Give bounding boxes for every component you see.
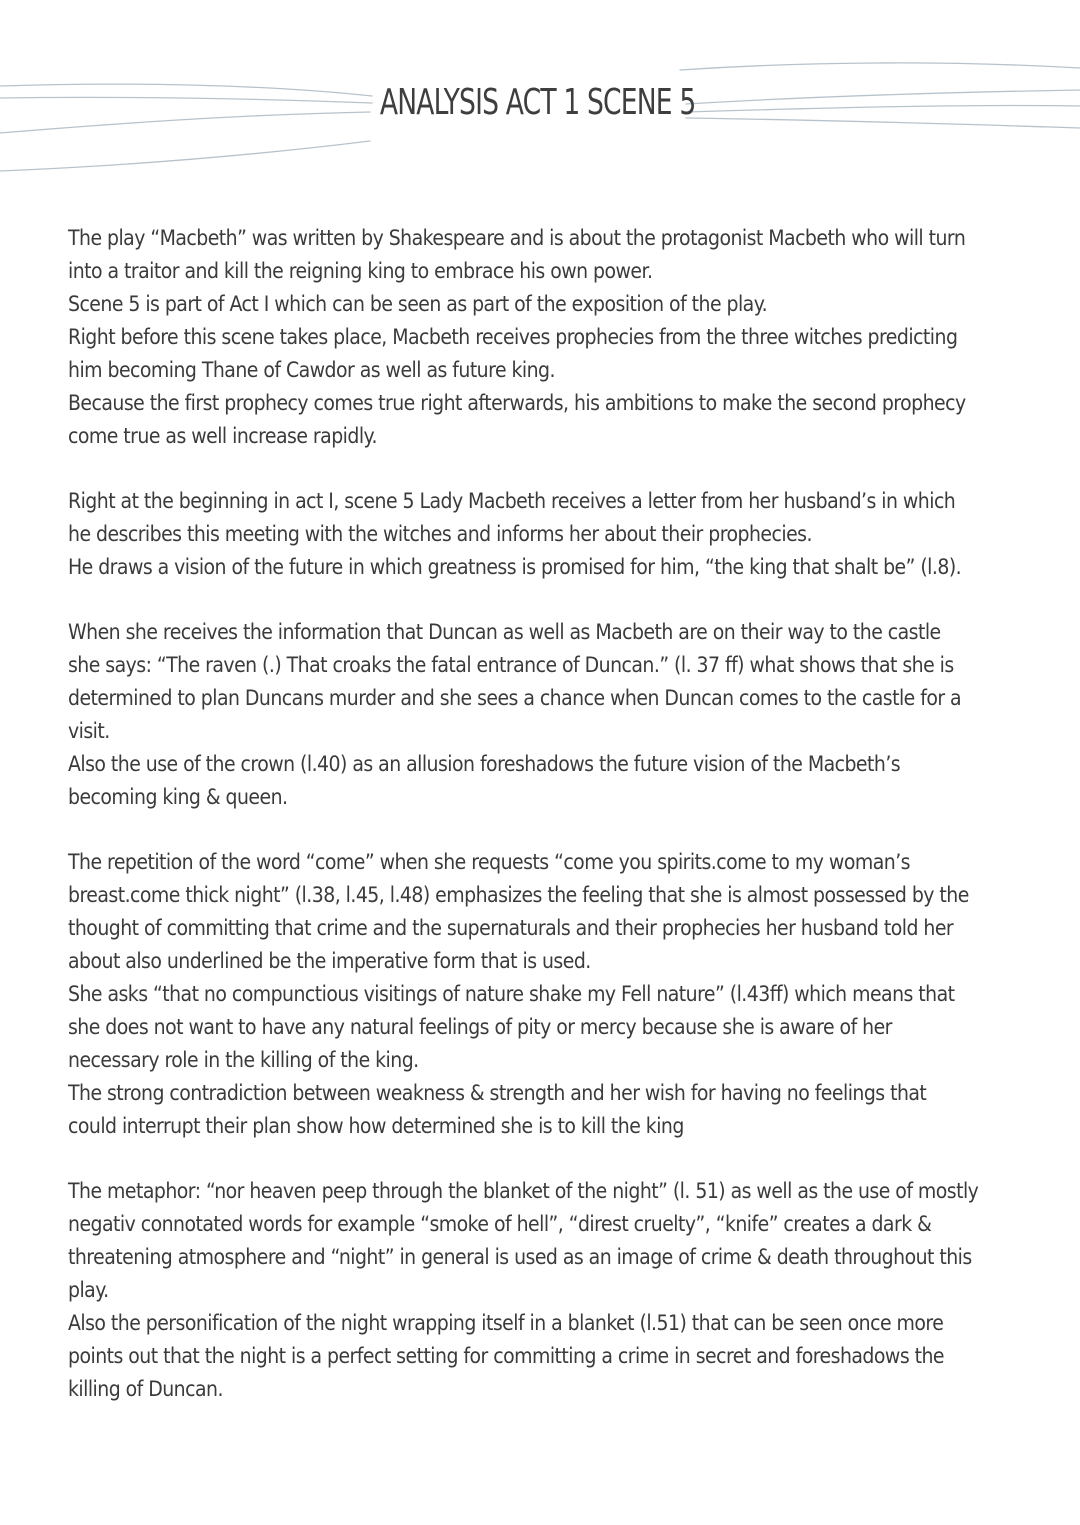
text-line: becoming king & queen. <box>68 785 288 809</box>
text-line: into a traitor and kill the reigning king to embrace his own power. <box>68 259 653 283</box>
text-line: Right at the beginning in act I, scene 5 Lady Macbeth receives a letter from her husband’s in which <box>68 489 956 513</box>
text-line: necessary role in the killing of the king. <box>68 1048 419 1072</box>
text-line: about also underlined be the imperative form that is used. <box>68 949 591 973</box>
text-line: Right before this scene takes place, Macbeth receives prophecies from the three witches predicting <box>68 325 958 349</box>
text-line: The strong contradiction between weakness & strength and her wish for having no feelings that <box>68 1081 927 1105</box>
wave-line-right-1 <box>680 63 1080 70</box>
text-line: Also the personification of the night wrapping itself in a blanket (l.51) that can be seen once more <box>68 1311 944 1335</box>
text-line: him becoming Thane of Cawdor as well as future king. <box>68 358 555 382</box>
text-line: determined to plan Duncans murder and she sees a chance when Duncan comes to the castle for a <box>68 686 962 710</box>
text-line: she does not want to have any natural feelings of pity or mercy because she is aware of her <box>68 1015 892 1039</box>
paragraph-introduction <box>68 222 1008 453</box>
text-line: points out that the night is a perfect setting for committing a crime in secret and foreshadows the <box>68 1344 945 1368</box>
text-line: The play “Macbeth” was written by Shakespeare and is about the protagonist Macbeth who will turn <box>68 226 966 250</box>
text-line: She asks “that no compunctious visitings of nature shake my Fell nature” (l.43ff) which means that <box>68 982 955 1006</box>
text-line: visit. <box>68 719 110 743</box>
text-line: negativ connotated words for example “smoke of hell”, “direst cruelty”, “knife” creates a dark & <box>68 1212 932 1236</box>
paragraph-raven <box>68 616 1008 814</box>
text-line: she says: “The raven (.) That croaks the fatal entrance of Duncan.” (l. 37 ff) what shows that she is <box>68 653 954 677</box>
page-header <box>0 0 1080 200</box>
text-line: could interrupt their plan show how determined she is to kill the king <box>68 1114 684 1138</box>
text-line: he describes this meeting with the witches and informs her about their prophecies. <box>68 522 812 546</box>
wave-line-left-4 <box>0 141 370 171</box>
paragraph-repetition <box>68 846 1008 1143</box>
document-body <box>68 222 1008 1438</box>
paragraph-metaphor <box>68 1175 1008 1406</box>
text-line: breast.come thick night” (l.38, l.45, l.48) emphasizes the feeling that she is almost possessed by the <box>68 883 969 907</box>
text-line: The metaphor: “nor heaven peep through the blanket of the night” (l. 51) as well as the use of mostly <box>68 1179 979 1203</box>
text-line: play. <box>68 1278 109 1302</box>
text-line: come true as well increase rapidly. <box>68 424 377 448</box>
text-line: threatening atmosphere and “night” in general is used as an image of crime & death throughout this <box>68 1245 972 1269</box>
text-line: Also the use of the crown (l.40) as an allusion foreshadows the future vision of the Macbeth’s <box>68 752 901 776</box>
text-line: Because the first prophecy comes true right afterwards, his ambitions to make the second prophecy <box>68 391 966 415</box>
text-line: Scene 5 is part of Act I which can be seen as part of the exposition of the play. <box>68 292 768 316</box>
text-line: The repetition of the word “come” when she requests “come you spirits.come to my woman’s <box>68 850 910 874</box>
text-line: When she receives the information that Duncan as well as Macbeth are on their way to the castle <box>68 620 941 644</box>
paragraph-letter <box>68 485 1008 584</box>
text-line: killing of Duncan. <box>68 1377 223 1401</box>
text-line: He draws a vision of the future in which greatness is promised for him, “the king that shalt be” (l.8). <box>68 555 962 579</box>
page-title: ANALYSIS ACT 1 SCENE 5 <box>379 82 696 123</box>
text-line: thought of committing that crime and the supernaturals and their prophecies her husband told her <box>68 916 954 940</box>
